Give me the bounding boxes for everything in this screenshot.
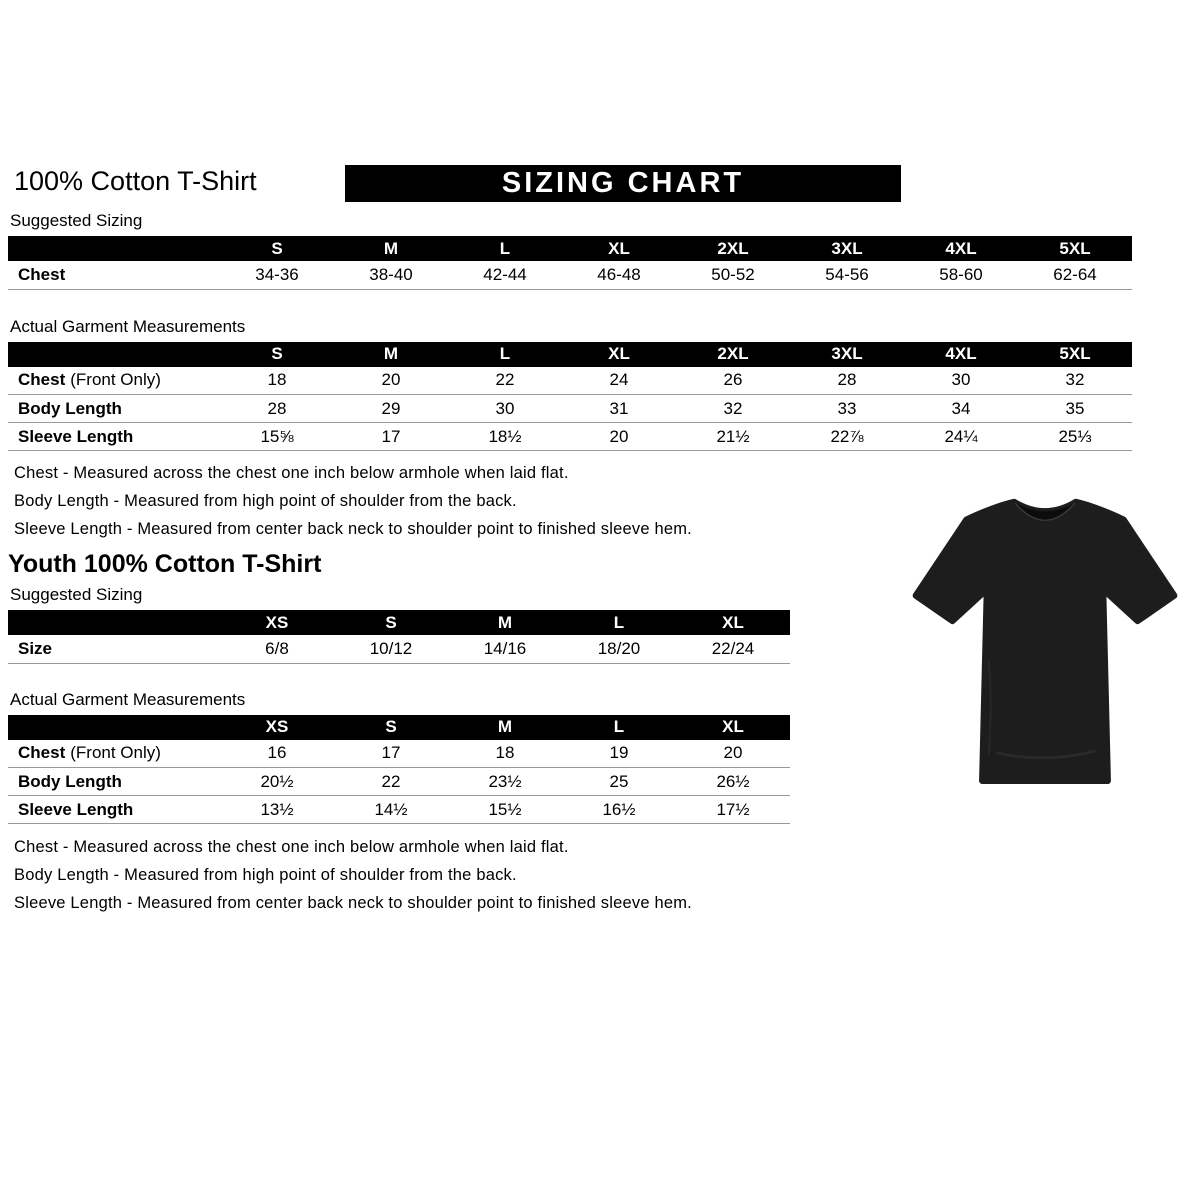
youth-title: Youth 100% Cotton T-Shirt bbox=[8, 550, 322, 578]
column-header: M bbox=[448, 715, 562, 740]
sizing-chart-banner: SIZING CHART bbox=[345, 165, 901, 202]
size-value-cell: 30 bbox=[448, 395, 562, 423]
row-label bbox=[8, 367, 220, 395]
note-body-length: Body Length - Measured from high point of shoulder from the back. bbox=[14, 492, 517, 510]
size-value-cell: 50-52 bbox=[676, 261, 790, 289]
size-value-cell: 10/12 bbox=[334, 635, 448, 663]
size-value-cell: 22/24 bbox=[676, 635, 790, 663]
black-tshirt-image bbox=[895, 474, 1195, 794]
size-value-cell: 18/20 bbox=[562, 635, 676, 663]
column-header: M bbox=[334, 342, 448, 367]
column-header: XS bbox=[220, 610, 334, 635]
table-header-row bbox=[8, 236, 1132, 261]
adult-actual-table bbox=[8, 342, 1132, 452]
column-header: M bbox=[334, 236, 448, 261]
size-value-cell: 34 bbox=[904, 395, 1018, 423]
row-label bbox=[8, 796, 220, 824]
column-header: XS bbox=[220, 715, 334, 740]
size-value-cell: 25 bbox=[562, 768, 676, 796]
size-value-cell: 46-48 bbox=[562, 261, 676, 289]
row-label bbox=[8, 740, 220, 768]
column-header: S bbox=[220, 236, 334, 261]
table-row-body-length bbox=[8, 768, 790, 796]
row-label bbox=[8, 423, 220, 451]
column-header: XL bbox=[676, 610, 790, 635]
size-value-cell: 28 bbox=[220, 395, 334, 423]
column-header: M bbox=[448, 610, 562, 635]
table-row-chest bbox=[8, 367, 1132, 395]
size-value-cell: 17½ bbox=[676, 796, 790, 824]
row-label-text: Body Length bbox=[18, 398, 122, 418]
column-header: S bbox=[334, 715, 448, 740]
size-value-cell: 14½ bbox=[334, 796, 448, 824]
column-header: 4XL bbox=[904, 342, 1018, 367]
youth-measurement-notes bbox=[14, 837, 1138, 913]
column-header: S bbox=[334, 610, 448, 635]
youth-actual-table bbox=[8, 715, 790, 825]
size-value-cell: 28 bbox=[790, 367, 904, 395]
size-value-cell: 34-36 bbox=[220, 261, 334, 289]
size-value-cell: 20½ bbox=[220, 768, 334, 796]
row-label-text: Chest bbox=[18, 743, 66, 763]
size-value-cell: 17 bbox=[334, 740, 448, 768]
column-header: L bbox=[448, 342, 562, 367]
tshirt-body-shape bbox=[916, 502, 1174, 781]
size-value-cell: 6/8 bbox=[220, 635, 334, 663]
size-value-cell: 17 bbox=[334, 423, 448, 451]
row-label-text: Sleeve Length bbox=[18, 426, 134, 446]
youth-suggested-table bbox=[8, 610, 790, 664]
size-value-cell: 24¼ bbox=[904, 423, 1018, 451]
size-value-cell: 22 bbox=[448, 367, 562, 395]
size-value-cell: 58-60 bbox=[904, 261, 1018, 289]
column-header: 4XL bbox=[904, 236, 1018, 261]
size-value-cell: 16½ bbox=[562, 796, 676, 824]
size-value-cell: 26 bbox=[676, 367, 790, 395]
adult-suggested-label: Suggested Sizing bbox=[10, 211, 143, 230]
size-value-cell: 16 bbox=[220, 740, 334, 768]
note-chest: Chest - Measured across the chest one inch below armhole when laid flat. bbox=[14, 838, 569, 856]
table-row bbox=[8, 261, 1132, 289]
table-row-sleeve-length bbox=[8, 423, 1132, 451]
row-label-text: Chest bbox=[18, 370, 66, 390]
column-header: XL bbox=[562, 236, 676, 261]
adult-suggested-table bbox=[8, 236, 1132, 290]
note-sleeve-length: Sleeve Length - Measured from center back neck to shoulder point to finished sleeve hem. bbox=[14, 520, 692, 538]
row-label-suffix: (Front Only) bbox=[70, 743, 161, 763]
row-label-text: Chest bbox=[18, 264, 66, 284]
size-value-cell: 21½ bbox=[676, 423, 790, 451]
column-header: 2XL bbox=[676, 236, 790, 261]
size-value-cell: 54-56 bbox=[790, 261, 904, 289]
table-row-body-length bbox=[8, 395, 1132, 423]
column-header: XL bbox=[562, 342, 676, 367]
size-value-cell: 32 bbox=[1018, 367, 1132, 395]
youth-actual-label: Actual Garment Measurements bbox=[10, 689, 246, 709]
note-body-length: Body Length - Measured from high point of shoulder from the back. bbox=[14, 866, 517, 884]
row-label bbox=[8, 768, 220, 796]
column-header: 5XL bbox=[1018, 342, 1132, 367]
column-header: 3XL bbox=[790, 236, 904, 261]
row-label-text: Body Length bbox=[18, 771, 122, 791]
size-value-cell: 31 bbox=[562, 395, 676, 423]
header-spacer bbox=[8, 236, 220, 261]
table-row-chest bbox=[8, 740, 790, 768]
size-value-cell: 20 bbox=[334, 367, 448, 395]
header-spacer bbox=[8, 715, 220, 740]
row-label-suffix: (Front Only) bbox=[70, 370, 161, 390]
size-value-cell: 15½ bbox=[448, 796, 562, 824]
size-value-cell: 33 bbox=[790, 395, 904, 423]
size-value-cell: 32 bbox=[676, 395, 790, 423]
tshirt-svg bbox=[895, 474, 1195, 792]
table-row-size bbox=[8, 635, 790, 663]
table-header-row bbox=[8, 715, 790, 740]
row-label bbox=[8, 395, 220, 423]
note-chest: Chest - Measured across the chest one inch below armhole when laid flat. bbox=[14, 464, 569, 482]
size-value-cell: 29 bbox=[334, 395, 448, 423]
column-header: XL bbox=[676, 715, 790, 740]
header-row bbox=[8, 163, 1138, 207]
row-label-text: Sleeve Length bbox=[18, 799, 134, 819]
column-header: 3XL bbox=[790, 342, 904, 367]
note-sleeve-length: Sleeve Length - Measured from center back neck to shoulder point to finished sleeve hem. bbox=[14, 894, 692, 912]
size-value-cell: 62-64 bbox=[1018, 261, 1132, 289]
size-value-cell: 20 bbox=[562, 423, 676, 451]
size-value-cell: 25⅓ bbox=[1018, 423, 1132, 451]
size-value-cell: 13½ bbox=[220, 796, 334, 824]
size-value-cell: 24 bbox=[562, 367, 676, 395]
header-spacer bbox=[8, 610, 220, 635]
header-spacer bbox=[8, 342, 220, 367]
table-row-sleeve-length bbox=[8, 796, 790, 824]
column-header: S bbox=[220, 342, 334, 367]
size-value-cell: 20 bbox=[676, 740, 790, 768]
size-value-cell: 26½ bbox=[676, 768, 790, 796]
size-value-cell: 22⅞ bbox=[790, 423, 904, 451]
column-header: 5XL bbox=[1018, 236, 1132, 261]
size-value-cell: 22 bbox=[334, 768, 448, 796]
size-value-cell: 18 bbox=[220, 367, 334, 395]
size-value-cell: 23½ bbox=[448, 768, 562, 796]
table-header-row bbox=[8, 610, 790, 635]
size-value-cell: 30 bbox=[904, 367, 1018, 395]
column-header: L bbox=[562, 610, 676, 635]
size-value-cell: 42-44 bbox=[448, 261, 562, 289]
column-header: L bbox=[448, 236, 562, 261]
table-header-row bbox=[8, 342, 1132, 367]
row-label-text: Size bbox=[18, 638, 53, 658]
size-value-cell: 18 bbox=[448, 740, 562, 768]
page-title: 100% Cotton T-Shirt bbox=[14, 166, 257, 196]
size-value-cell: 38-40 bbox=[334, 261, 448, 289]
column-header: L bbox=[562, 715, 676, 740]
size-value-cell: 15⅝ bbox=[220, 423, 334, 451]
row-label bbox=[8, 635, 220, 663]
size-value-cell: 35 bbox=[1018, 395, 1132, 423]
size-value-cell: 14/16 bbox=[448, 635, 562, 663]
adult-actual-label: Actual Garment Measurements bbox=[10, 316, 246, 336]
column-header: 2XL bbox=[676, 342, 790, 367]
youth-suggested-label: Suggested Sizing bbox=[10, 585, 143, 604]
size-value-cell: 19 bbox=[562, 740, 676, 768]
size-value-cell: 18½ bbox=[448, 423, 562, 451]
row-label bbox=[8, 261, 220, 289]
